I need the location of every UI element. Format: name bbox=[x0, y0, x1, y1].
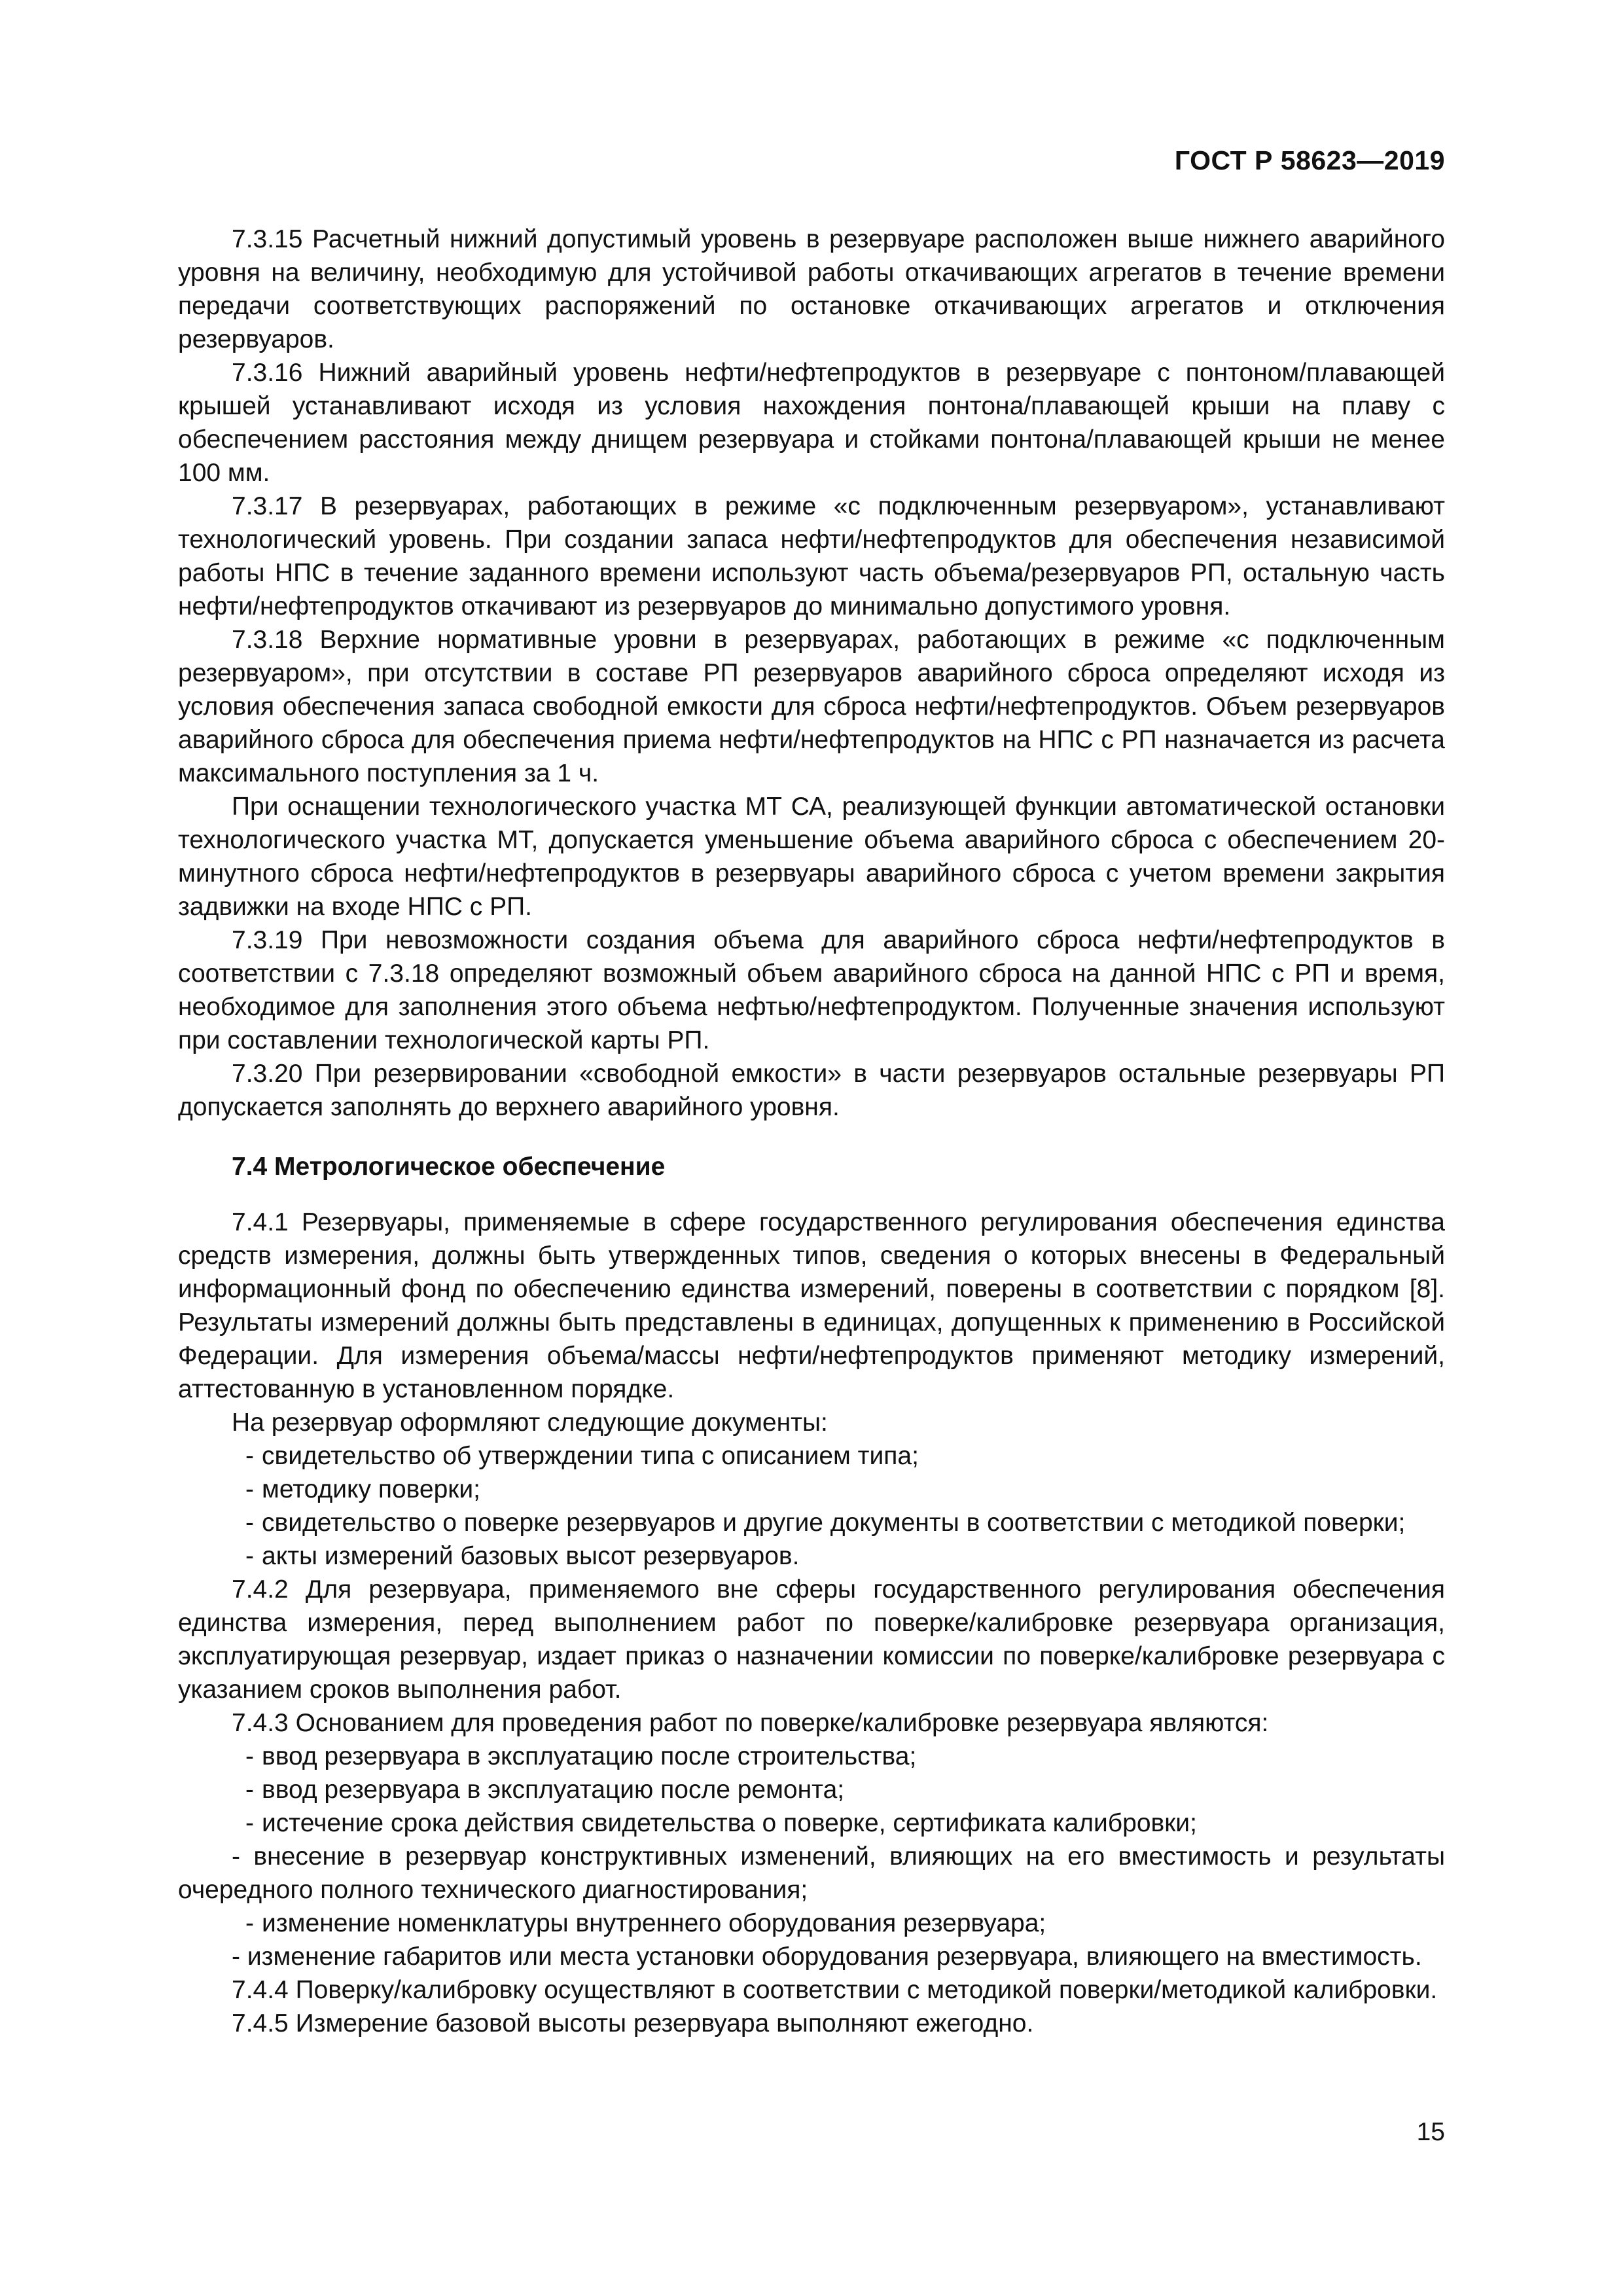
list-dash: - bbox=[245, 1542, 254, 1570]
paragraph-7-4-1-intro: На резервуар оформляют следующие документы: bbox=[232, 1408, 828, 1437]
document-designation: ГОСТ Р 58623—2019 bbox=[1174, 145, 1445, 175]
paragraph-7-4-1: 7.4.1 Резервуары, применяемые в сфере государственного регулирования обеспечения единства средств измерения, должны быть утвержденных типов, сведения о которых внесены в Федеральный информационный фонд по обеспечению единства измерений, поверены в соответствии с порядком [8]. Результаты измерений должны быть представлены в единицах, допущенных к применению в Российской Федерации. Для измерения объема/массы нефти/нефтепродуктов применяют методику измерений, аттестованную в установленном порядке. bbox=[178, 1208, 1445, 1403]
list-item bbox=[178, 1506, 1445, 1539]
list-item bbox=[178, 1473, 1445, 1506]
page-number: 15 bbox=[1416, 2118, 1445, 2146]
list-item-text: ввод резервуара в эксплуатацию после строительства; bbox=[262, 1742, 917, 1770]
paragraph-7-3-17: 7.3.17 В резервуарах, работающих в режиме «с подключенным резервуаром», устанавливают технологический уровень. При создании запаса нефти/нефтепродуктов для обеспечения независимой работы НПС в течение заданного времени используют часть объема/резервуаров РП, остальную часть нефти/нефтепродуктов откачивают из резервуаров до минимально допустимого уровня. bbox=[178, 492, 1445, 620]
list-dash: - bbox=[245, 1776, 254, 1804]
paragraph-7-4-3: 7.4.3 Основанием для проведения работ по поверке/калибровке резервуара являются: bbox=[232, 1709, 1269, 1737]
list-item-text: методику поверки; bbox=[262, 1475, 480, 1503]
list-dash: - bbox=[245, 1442, 254, 1470]
list-item-text: истечение срока действия свидетельства о поверке, сертификата калибровки; bbox=[262, 1809, 1197, 1837]
list-dash: - bbox=[245, 1809, 254, 1837]
list-item-text: изменение номенклатуры внутреннего оборудования резервуара; bbox=[262, 1909, 1046, 1937]
list-item bbox=[178, 1740, 1445, 1773]
list-item-wrapped bbox=[178, 1940, 1445, 1973]
list-item-text: свидетельство об утверждении типа с описанием типа; bbox=[262, 1442, 919, 1470]
paragraph-7-4-5: 7.4.5 Измерение базовой высоты резервуара выполняют ежегодно. bbox=[232, 2009, 1034, 2037]
paragraph-7-3-19: 7.3.19 При невозможности создания объема для аварийного сброса нефти/нефтепродуктов в соответствии с 7.3.18 определяют возможный объем аварийного сброса на данной НПС с РП и время, необходимое для заполнения этого объема нефтью/нефтепродуктом. Полученные значения используют при составлении технологической карты РП. bbox=[178, 926, 1445, 1054]
paragraph-7-4-2: 7.4.2 Для резервуара, применяемого вне сферы государственного регулирования обеспечения единства измерения, перед выполнением работ по поверке/калибровке резервуара организация, эксплуатирующая резервуар, издает приказ о назначении комиссии по поверке/калибровке резервуара с указанием сроков выполнения работ. bbox=[178, 1575, 1445, 1704]
list-dash: - bbox=[245, 1475, 254, 1503]
paragraph-7-4-4: 7.4.4 Поверку/калибровку осуществляют в соответствии с методикой поверки/методикой калибровки. bbox=[232, 1976, 1438, 2004]
paragraph-7-3-15: 7.3.15 Расчетный нижний допустимый уровень в резервуаре расположен выше нижнего аварийного уровня на величину, необходимую для устойчивой работы откачивающих агрегатов в течение времени передачи соответствующих распоряжений по остановке откачивающих агрегатов и отключения резервуаров. bbox=[178, 225, 1445, 353]
list-item-text: ввод резервуара в эксплуатацию после ремонта; bbox=[262, 1776, 845, 1804]
list-item bbox=[178, 1439, 1445, 1473]
section-heading-7-4: 7.4 Метрологическое обеспечение bbox=[232, 1153, 666, 1181]
list-item-text: изменение габаритов или места установки оборудования резервуара, влияющего на вместимость. bbox=[247, 1943, 1422, 1971]
list-item-text: акты измерений базовых высот резервуаров. bbox=[262, 1542, 800, 1570]
list-item bbox=[178, 1806, 1445, 1840]
paragraph-7-3-16: 7.3.16 Нижний аварийный уровень нефти/нефтепродуктов в резервуаре с понтоном/плавающей крышей устанавливают исходя из условия нахождения понтона/плавающей крыши на плаву с обеспечением расстояния между днищем резервуара и стойками понтона/плавающей крыши не менее 100 мм. bbox=[178, 359, 1445, 487]
list-dash: - bbox=[232, 1943, 247, 1971]
list-item bbox=[178, 1539, 1445, 1573]
paragraph-7-3-18: 7.3.18 Верхние нормативные уровни в резервуарах, работающих в режиме «с подключенным резервуаром», при отсутствии в составе РП резервуаров аварийного сброса определяют исходя из условия обеспечения запаса свободной емкости для сброса нефти/нефтепродуктов. Объем резервуаров аварийного сброса для обеспечения приема нефти/нефтепродуктов на НПС с РП назначается из расчета максимального поступления за 1 ч. bbox=[178, 626, 1445, 787]
list-dash: - bbox=[245, 1909, 254, 1937]
list-item bbox=[178, 1907, 1445, 1940]
list-item-wrapped bbox=[178, 1840, 1445, 1907]
paragraph-7-3-18-continued: При оснащении технологического участка МТ СА, реализующей функции автоматической остановки технологического участка МТ, допускается уменьшение объема аварийного сброса с обеспечением 20-минутного сброса нефти/нефтепродуктов в резервуары аварийного сброса с учетом времени закрытия задвижки на входе НПС с РП. bbox=[178, 793, 1445, 921]
list-dash: - bbox=[232, 1842, 254, 1871]
paragraph-7-3-20: 7.3.20 При резервировании «свободной емкости» в части резервуаров остальные резервуары РП допускается заполнять до верхнего аварийного уровня. bbox=[178, 1060, 1445, 1121]
list-item-text: свидетельство о поверке резервуаров и другие документы в соответствии с методикой поверки; bbox=[262, 1509, 1406, 1537]
list-dash: - bbox=[245, 1742, 254, 1770]
list-item-text: внесение в резервуар конструктивных изменений, влияющих на его вместимость и результаты очередного полного технического диагностирования; bbox=[178, 1842, 1445, 1904]
document-body bbox=[178, 223, 1445, 2040]
list-dash: - bbox=[245, 1509, 254, 1537]
list-item bbox=[178, 1773, 1445, 1806]
